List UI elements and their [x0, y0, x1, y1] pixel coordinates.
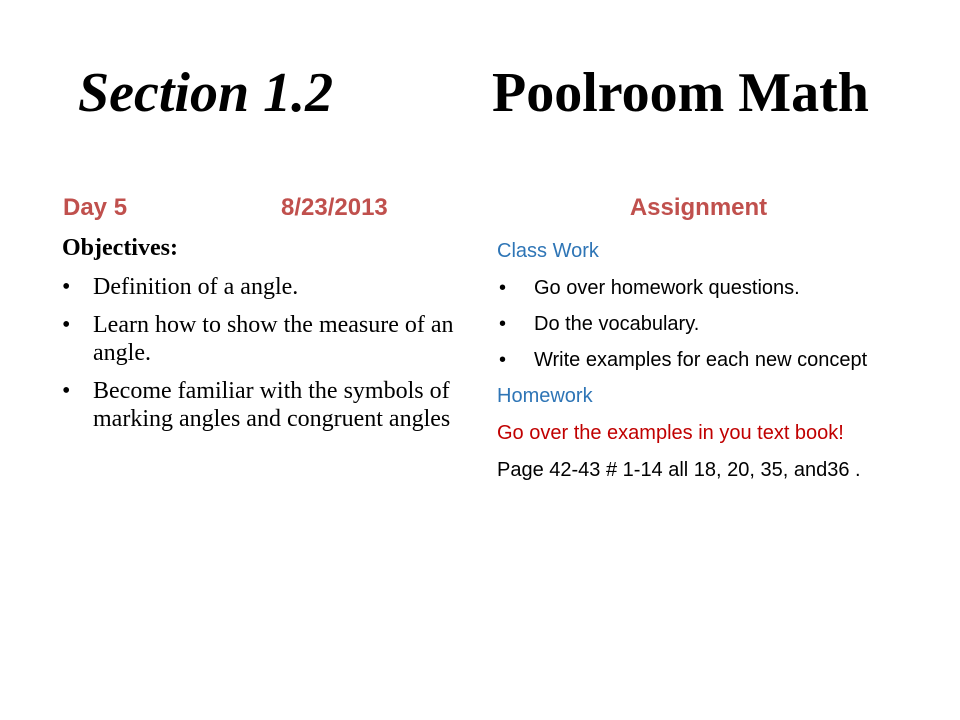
objectives-heading: Objectives:	[62, 235, 178, 261]
objective-item	[62, 377, 457, 433]
date-label: 8/23/2013	[281, 194, 388, 221]
classwork-text: Go over homework questions.	[534, 277, 800, 299]
objective-text: Definition of a angle.	[93, 274, 299, 300]
homework-label: Homework	[497, 385, 593, 407]
lesson-title: Poolroom Math	[492, 62, 869, 124]
objective-item	[62, 311, 457, 367]
day-label: Day 5	[63, 194, 128, 221]
bullet-icon: •	[499, 277, 507, 299]
homework-pages: Page 42-43 # 1-14 all 18, 20, 35, and36 .	[497, 459, 861, 481]
bullet-icon: •	[499, 313, 507, 335]
homework-note: Go over the examples in you text book!	[497, 422, 844, 444]
day-date-heading	[63, 190, 443, 226]
classwork-list	[497, 273, 917, 375]
classwork-label: Class Work	[497, 240, 599, 262]
slide-title	[0, 58, 960, 128]
classwork-text: Do the vocabulary.	[534, 313, 700, 335]
bullet-icon: •	[499, 349, 507, 371]
objectives-panel	[62, 234, 457, 443]
objective-item	[62, 273, 457, 301]
assignment-heading: Assignment	[629, 194, 768, 221]
classwork-item	[497, 273, 917, 303]
bullet-icon: •	[62, 312, 71, 338]
objective-text: Become familiar with the symbols of marking angles and congruent angles	[93, 378, 451, 432]
classwork-item	[497, 345, 917, 375]
bullet-icon: •	[62, 274, 71, 300]
objective-text: Learn how to show the measure of an angle.	[93, 312, 454, 366]
section-number: Section 1.2	[78, 62, 334, 124]
assignment-panel	[497, 236, 917, 492]
objectives-list	[62, 273, 457, 433]
bullet-icon: •	[62, 378, 71, 404]
classwork-text: Write examples for each new concept	[534, 349, 868, 371]
classwork-item	[497, 309, 917, 339]
